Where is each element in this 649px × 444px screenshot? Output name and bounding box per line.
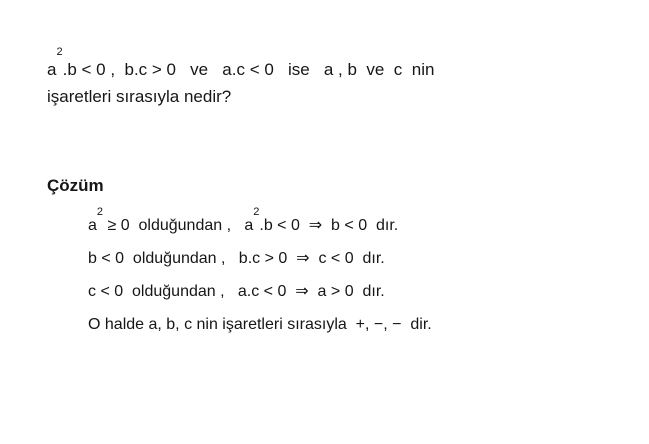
solution-conclusion: O halde a, b, c nin işaretleri sırasıyla +, −, − dir.: [88, 316, 432, 333]
question-exponent: 2: [56, 46, 63, 58]
step1-middle: ≥ 0 olduğundan , a: [103, 217, 254, 234]
solution-steps: [88, 206, 608, 341]
solution-step-3: c < 0 olduğundan , a.c < 0 ⇒ a > 0 dır.: [88, 283, 385, 300]
question-conditions: .b < 0 , b.c > 0 ve a.c < 0 ise a , b ve c nin: [62, 60, 435, 79]
question-line-1: [47, 46, 607, 83]
solution-title: Çözüm: [47, 176, 104, 195]
solution-step-2: b < 0 olduğundan , b.c > 0 ⇒ c < 0 dır.: [88, 250, 385, 267]
question-term-a: a: [47, 60, 57, 79]
question-line-2: işaretleri sırasıyla nedir?: [47, 87, 232, 106]
solution-step-1: [88, 206, 608, 242]
step1-end: .b < 0 ⇒ b < 0 dır.: [259, 217, 399, 234]
step1-exponent-1: 2: [96, 206, 104, 218]
step1-exponent-2: 2: [253, 206, 260, 218]
question-text: [47, 46, 607, 110]
step1-base: a: [88, 217, 97, 234]
